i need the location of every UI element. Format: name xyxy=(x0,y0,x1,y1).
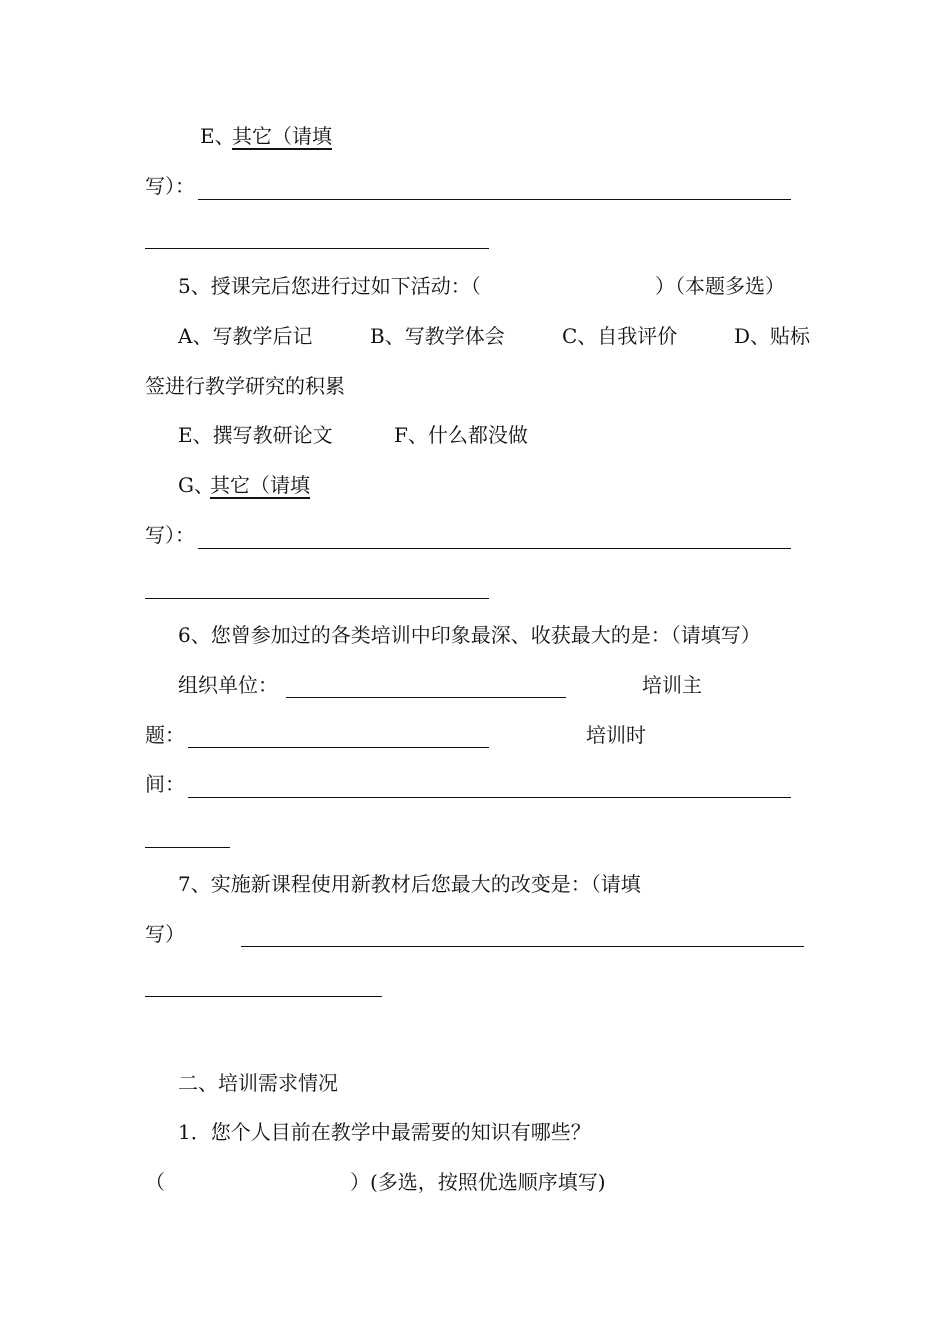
q4-option-e-prefix: E、 xyxy=(200,124,235,148)
q6-time-label-b: 间： xyxy=(145,772,185,796)
q5-fill-line-2[interactable] xyxy=(145,598,489,599)
q6-org-fill-line[interactable] xyxy=(286,697,566,698)
q5-option-c: C、自我评价 xyxy=(562,324,678,348)
section2-q1-close: ）(多选，按照优选顺序填写) xyxy=(350,1170,606,1194)
q6-time-fill-line-1[interactable] xyxy=(188,797,791,798)
q7-fill-line-1[interactable] xyxy=(241,946,804,947)
q5-option-d-cont: 签进行教学研究的积累 xyxy=(145,374,345,398)
q4-fill-line-1[interactable] xyxy=(198,199,791,200)
q7-question-cont: 写） xyxy=(145,922,185,946)
q5-option-e: E、撰写教研论文 xyxy=(178,423,333,447)
q5-option-b: B、写教学体会 xyxy=(370,324,505,348)
section2-q1: 1．您个人目前在教学中最需要的知识有哪些？ xyxy=(178,1120,591,1144)
q6-theme-fill-line[interactable] xyxy=(188,747,489,748)
q6-time-fill-line-2[interactable] xyxy=(145,847,230,848)
q5-question-close: ）（本题多选） xyxy=(655,274,785,298)
section2-heading: 二、培训需求情况 xyxy=(178,1071,338,1095)
q7-fill-line-2[interactable] xyxy=(145,996,382,997)
q5-option-d: D、贴标 xyxy=(734,324,811,348)
q5-option-g-label: 其它（请填 xyxy=(210,473,310,497)
q5-option-a: A、写教学后记 xyxy=(178,324,313,348)
q5-option-g-cont: 写）： xyxy=(145,523,195,547)
q6-theme-label-a: 培训主 xyxy=(642,673,702,697)
q5-fill-line-1[interactable] xyxy=(198,548,791,549)
q6-time-label-a: 培训时 xyxy=(586,723,646,747)
q5-option-f: F、什么都没做 xyxy=(394,423,528,447)
q4-option-e-cont: 写）： xyxy=(145,174,195,198)
q7-question: 7、实施新课程使用新教材后您最大的改变是：（请填 xyxy=(178,872,641,896)
q4-option-e-label: 其它（请填 xyxy=(232,124,332,148)
q5-option-g-prefix: G、 xyxy=(178,473,214,497)
q5-question: 5、授课完后您进行过如下活动：（ xyxy=(178,274,481,298)
section2-q1-open: （ xyxy=(145,1170,165,1194)
q4-fill-line-2[interactable] xyxy=(145,248,489,249)
q6-org-label: 组织单位： xyxy=(178,673,278,697)
q6-theme-label-b: 题： xyxy=(145,723,185,747)
q6-question: 6、您曾参加过的各类培训中印象最深、收获最大的是：（请填写） xyxy=(178,623,761,647)
